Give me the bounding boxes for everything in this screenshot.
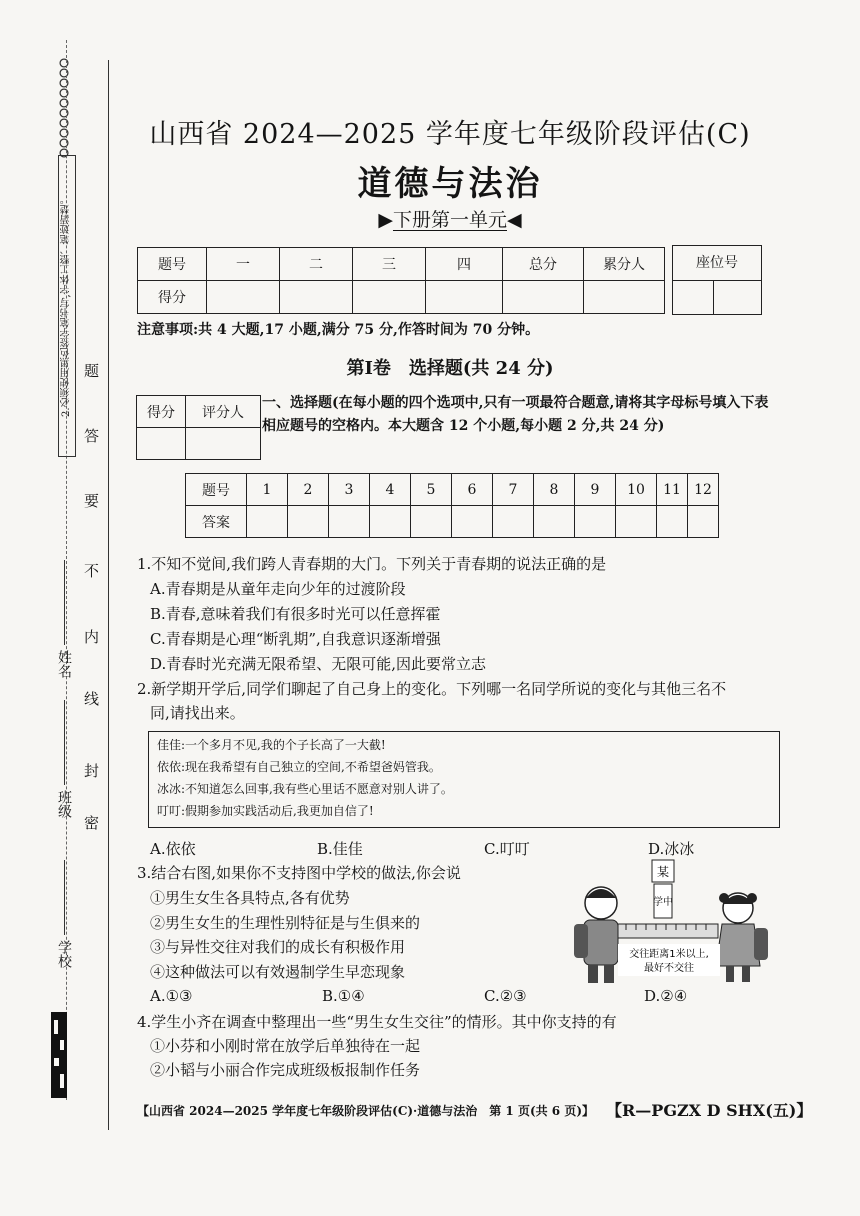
- question-3-option: D.②④: [644, 987, 688, 1005]
- seal-char: 封: [84, 762, 100, 780]
- school-field-line: [64, 860, 65, 935]
- grader-header: 得分: [137, 396, 186, 428]
- seal-char: 题: [84, 362, 100, 380]
- question-1-stem: 1.不知不觉间,我们跨人青春期的大门。下列关于青春期的说法正确的是: [137, 555, 607, 573]
- answer-number: 7: [493, 474, 534, 506]
- answer-cell[interactable]: [534, 506, 575, 538]
- question-3-item: ②男生女生的生理性别特征是与生俱来的: [150, 914, 421, 932]
- score-header: 总分: [503, 248, 584, 281]
- grader-cell[interactable]: [186, 428, 261, 460]
- grader-header: 评分人: [186, 396, 261, 428]
- answer-cell[interactable]: [370, 506, 411, 538]
- score-table: [137, 247, 665, 314]
- answer-table: [185, 473, 719, 538]
- question-3-stem: 3.结合右图,如果你不支持图中学校的做法,你会说: [137, 864, 461, 882]
- answer-number: 4: [370, 474, 411, 506]
- subject-title: 道德与法治: [357, 164, 543, 204]
- question-2-option: B.佳佳: [317, 840, 363, 858]
- question-4-item: ①小芬和小刚时常在放学后单独待在一起: [150, 1037, 421, 1055]
- answer-number: 11: [657, 474, 688, 506]
- answer-row-label: 题号: [186, 474, 247, 506]
- score-header: 三: [353, 248, 426, 281]
- score-row-label: 得分: [138, 281, 207, 314]
- score-header: 题号: [138, 248, 207, 281]
- answer-row-label: 答案: [186, 506, 247, 538]
- seat-number-box[interactable]: [672, 245, 762, 315]
- score-header: 一: [207, 248, 280, 281]
- score-cell[interactable]: [353, 281, 426, 314]
- question-3-item: ①男生女生各具特点,各有优势: [150, 889, 350, 907]
- answer-cell[interactable]: [288, 506, 329, 538]
- unit-heading: [0, 205, 860, 232]
- grader-table: [136, 395, 261, 460]
- dialogue-line: 依依:现在我希望有自己独立的空间,不希望爸妈管我。: [157, 760, 441, 774]
- dialogue-line: 佳佳:一个多月不见,我的个子长高了一大截!: [157, 738, 386, 752]
- name-label: 姓名: [56, 650, 72, 678]
- seal-char: 答: [84, 427, 100, 445]
- answer-cell[interactable]: [657, 506, 688, 538]
- question-3-item: ③与异性交往对我们的成长有积极作用: [150, 938, 406, 956]
- question-3-option: B.①④: [322, 987, 365, 1005]
- score-header: 二: [280, 248, 353, 281]
- cartoon-caption: 最好不交往: [644, 963, 694, 974]
- cartoon-illustration: [566, 858, 776, 986]
- answer-cell[interactable]: [329, 506, 370, 538]
- question-1-option: B.青春,意味着我们有很多时光可以任意挥霍: [150, 605, 441, 623]
- section-title: 第Ⅰ卷 选择题(共 24 分): [346, 358, 554, 379]
- answer-number: 2: [288, 474, 329, 506]
- question-2-option: C.叮叮: [484, 840, 530, 858]
- answer-cell[interactable]: [493, 506, 534, 538]
- triangle-left-icon: ◀: [507, 209, 522, 231]
- score-cell[interactable]: [503, 281, 584, 314]
- sidebar-notice: 2.必须使用黑色签字笔书写,字体工整、笔迹清楚。: [58, 155, 76, 457]
- qr-code-icon: [50, 1010, 68, 1100]
- score-header: 累分人: [584, 248, 665, 281]
- question-1-option: A.青春期是从童年走向少年的过渡阶段: [150, 580, 406, 598]
- question-3-option: A.①③: [150, 987, 193, 1005]
- question-2-stem: 2.新学期开学后,同学们聊起了自己身上的变化。下列哪一名同学所说的变化与其他三名不: [137, 680, 727, 698]
- exam-title: 山西省 2024—2025 学年度七年级阶段评估(C): [149, 119, 751, 150]
- dialogue-line: 叮叮:假期参加实践活动后,我更加自信了!: [157, 804, 374, 818]
- seal-char: 密: [84, 814, 100, 832]
- unit-label: 下册第一单元: [392, 209, 507, 231]
- question-2-option: A.依依: [150, 840, 196, 858]
- cartoon-caption: 交往距离1米以上,: [629, 949, 709, 960]
- question-1-option: D.青春时光充满无限希望、无限可能,因此要常立志: [150, 655, 487, 673]
- answer-cell[interactable]: [616, 506, 657, 538]
- answer-cell[interactable]: [247, 506, 288, 538]
- answer-cell[interactable]: [575, 506, 616, 538]
- seal-char: 要: [84, 492, 100, 510]
- question-4-item: ②小韬与小丽合作完成班级板报制作任务: [150, 1061, 421, 1079]
- answer-cell[interactable]: [452, 506, 493, 538]
- question-3-item: ④这种做法可以有效遏制学生早恋现象: [150, 963, 406, 981]
- question-1-option: C.青春期是心理“断乳期”,自我意识逐渐增强: [150, 630, 441, 648]
- answer-number: 9: [575, 474, 616, 506]
- seat-divider: [713, 280, 714, 314]
- score-cell[interactable]: [584, 281, 665, 314]
- dialogue-box: [148, 731, 780, 828]
- question-2-option: D.冰冰: [648, 840, 695, 858]
- seal-char: 线: [84, 690, 100, 708]
- seal-char: 不: [84, 562, 100, 580]
- score-cell[interactable]: [280, 281, 353, 314]
- score-header: 四: [426, 248, 503, 281]
- seal-char: 内: [84, 628, 100, 646]
- answer-number: 5: [411, 474, 452, 506]
- answer-number: 12: [688, 474, 719, 506]
- score-cell[interactable]: [426, 281, 503, 314]
- answer-number: 6: [452, 474, 493, 506]
- grader-cell[interactable]: [137, 428, 186, 460]
- name-field-line: [64, 560, 65, 645]
- sign-top-text: 某: [656, 865, 670, 879]
- section-instruction: 一、选择题(在每小题的四个选项中,只有一项最符合题意,请将其字母标号填入下表相应题号的空格内。本大题含 12 个小题,每小题 2 分,共 24 分): [262, 395, 769, 434]
- class-label: 班级: [56, 790, 72, 818]
- paper-code: 【R—PGZX D SHX(五)】: [606, 1101, 813, 1120]
- question-4-stem: 4.学生小齐在调查中整理出一些“男生女生交往”的情形。其中你支持的有: [137, 1013, 617, 1031]
- score-cell[interactable]: [207, 281, 280, 314]
- answer-cell[interactable]: [411, 506, 452, 538]
- exam-notice: 注意事项:共 4 大题,17 小题,满分 75 分,作答时间为 70 分钟。: [137, 322, 540, 338]
- question-2-stem: 同,请找出来。: [150, 704, 245, 722]
- page-footer: 【山西省 2024—2025 学年度七年级阶段评估(C)·道德与法治 第 1 页(共 6 页)】: [137, 1104, 595, 1118]
- dialogue-line: 冰冰:不知道怎么回事,我有些心里话不愿意对别人讲了。: [157, 782, 453, 796]
- question-3-option: C.②③: [484, 987, 527, 1005]
- school-label: 学校: [56, 940, 72, 968]
- class-field-line: [64, 700, 65, 785]
- seat-label: 座位号: [673, 246, 761, 281]
- sign-mid-text: 学中: [653, 897, 673, 908]
- answer-number: 10: [616, 474, 657, 506]
- answer-number: 1: [247, 474, 288, 506]
- answer-cell[interactable]: [688, 506, 719, 538]
- answer-number: 8: [534, 474, 575, 506]
- triangle-right-icon: ▶: [378, 209, 393, 231]
- answer-number: 3: [329, 474, 370, 506]
